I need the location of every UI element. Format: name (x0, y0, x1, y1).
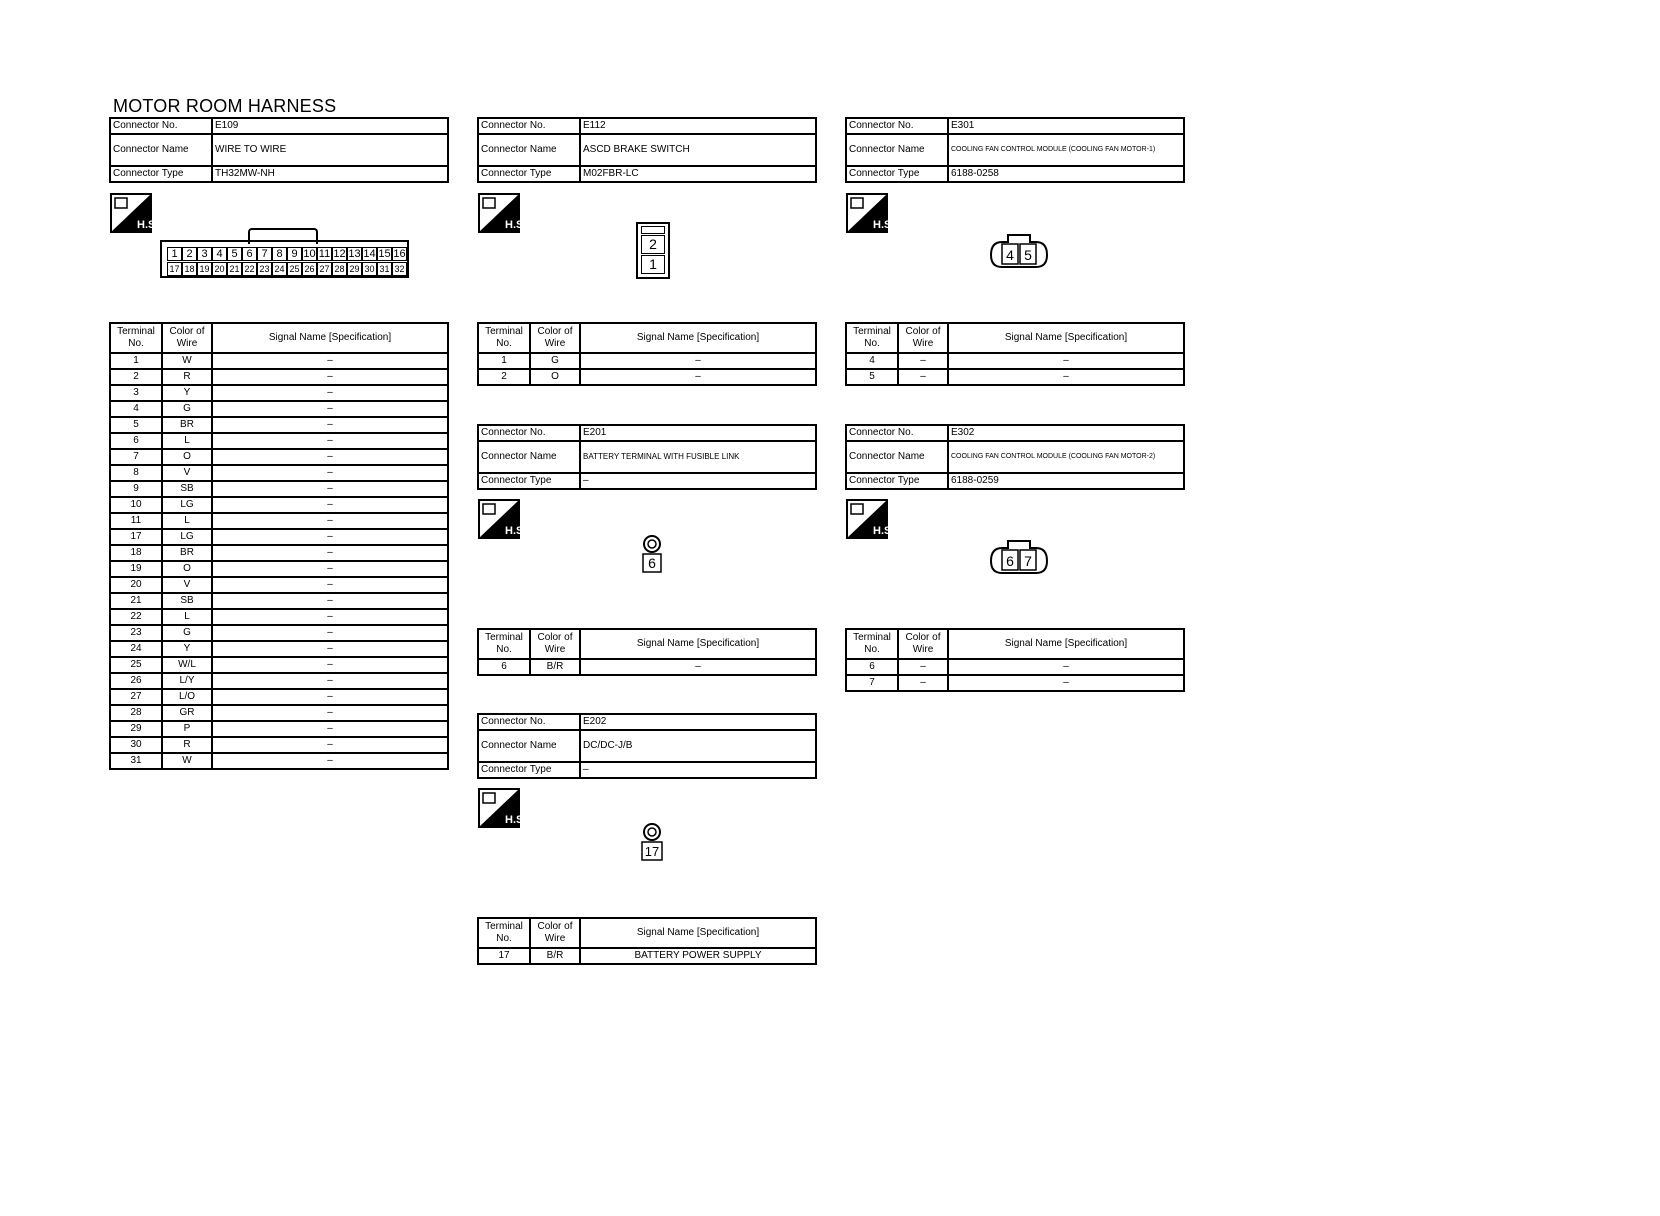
connector-pin: 3 (197, 247, 212, 261)
connector-name-value: BATTERY TERMINAL WITH FUSIBLE LINK (580, 441, 816, 473)
color-header: Color of Wire (898, 323, 948, 353)
terminal-no-header: Terminal No. (110, 323, 162, 353)
connector-type-label: Connector Type (846, 473, 948, 489)
connector-type-value: 6188-0258 (948, 166, 1184, 182)
connector-pin: 14 (363, 248, 376, 260)
signal-header: Signal Name [Specification] (948, 323, 1184, 353)
connector-face-e112 (636, 222, 670, 279)
signal-name-cell: – (212, 561, 448, 577)
table-row (110, 609, 448, 625)
connector-no-label: Connector No. (846, 118, 948, 134)
terminal-no-cell: 26 (110, 673, 162, 689)
terminal-no-cell: 23 (110, 625, 162, 641)
connector-pin: 1 (167, 247, 182, 261)
connector-info-e109 (109, 117, 449, 183)
terminal-no-cell: 29 (110, 721, 162, 737)
signal-name-cell: – (580, 353, 816, 369)
signal-name-cell: – (212, 465, 448, 481)
connector-type-label: Connector Type (478, 166, 580, 182)
hs-label: H.S. (505, 219, 527, 231)
eyelet-terminal-e202 (638, 822, 666, 862)
signal-name-cell: – (948, 659, 1184, 675)
terminal-no-cell: 8 (110, 465, 162, 481)
wire-color-cell: O (162, 561, 212, 577)
connector-name-label: Connector Name (110, 134, 212, 166)
terminal-no-cell: 6 (110, 433, 162, 449)
connector-no-value: E302 (948, 425, 1184, 441)
signal-name-cell: – (212, 721, 448, 737)
connector-name-label: Connector Name (846, 134, 948, 166)
connector-pin: 8 (272, 247, 287, 261)
pin-6: 6 (648, 555, 656, 571)
wire-color-cell: W/L (162, 657, 212, 673)
pin-7: 7 (1024, 553, 1032, 569)
connector-type-value: M02FBR-LC (580, 166, 816, 182)
terminal-table-e302 (845, 628, 1185, 692)
connector-pin: 16 (393, 248, 406, 260)
connector-pin: 9 (287, 247, 302, 261)
connector-pin: 5 (227, 247, 242, 261)
harness-side-icon (846, 193, 895, 233)
terminal-no-cell: 6 (478, 659, 530, 675)
signal-header: Signal Name [Specification] (580, 629, 816, 659)
table-row (110, 433, 448, 449)
terminal-no-cell: 11 (110, 513, 162, 529)
connector-type-value: – (580, 762, 816, 778)
connector-no-value: E112 (580, 118, 816, 134)
connector-pin: 20 (212, 262, 227, 276)
pin-1: 1 (641, 255, 665, 274)
connector-pin: 25 (287, 262, 302, 276)
wire-color-cell: W (162, 353, 212, 369)
table-row (110, 545, 448, 561)
pin-2: 2 (641, 235, 665, 254)
harness-side-icon (110, 193, 159, 233)
wire-color-cell: P (162, 721, 212, 737)
connector-pin: 7 (257, 247, 272, 261)
terminal-no-header: Terminal No. (478, 918, 530, 948)
wire-color-cell: GR (162, 705, 212, 721)
color-header: Color of Wire (898, 629, 948, 659)
connector-pin: 28 (332, 262, 347, 276)
wire-color-cell: V (162, 465, 212, 481)
connector-type-value: TH32MW-NH (212, 166, 448, 182)
terminal-no-cell: 28 (110, 705, 162, 721)
color-header: Color of Wire (530, 323, 580, 353)
connector-pin: 12 (333, 248, 346, 260)
color-header: Color of Wire (530, 918, 580, 948)
wire-color-cell: R (162, 737, 212, 753)
signal-header: Signal Name [Specification] (212, 323, 448, 353)
signal-name-cell: – (212, 353, 448, 369)
terminal-no-cell: 6 (846, 659, 898, 675)
connector-pin: 21 (227, 262, 242, 276)
signal-name-cell: – (948, 353, 1184, 369)
table-row (846, 675, 1184, 691)
connector-pin: 17 (167, 262, 182, 276)
signal-name-cell: – (212, 609, 448, 625)
signal-name-cell: – (948, 675, 1184, 691)
terminal-no-cell: 27 (110, 689, 162, 705)
wire-color-cell: B/R (530, 659, 580, 675)
hs-label: H.S. (873, 525, 895, 537)
terminal-no-cell: 31 (110, 753, 162, 769)
table-row (110, 529, 448, 545)
table-row (110, 353, 448, 369)
wire-color-cell: W (162, 753, 212, 769)
terminal-no-cell: 17 (110, 529, 162, 545)
signal-name-cell: – (212, 753, 448, 769)
wire-color-cell: L/Y (162, 673, 212, 689)
table-row (110, 481, 448, 497)
wire-color-cell: – (898, 675, 948, 691)
pin-5: 5 (1024, 247, 1032, 263)
table-row (110, 465, 448, 481)
connector-name-value: ASCD BRAKE SWITCH (580, 134, 816, 166)
connector-no-value: E301 (948, 118, 1184, 134)
connector-info-e301 (845, 117, 1185, 183)
terminal-no-cell: 17 (478, 948, 530, 964)
table-row (478, 353, 816, 369)
connector-info-e302 (845, 424, 1185, 490)
signal-name-cell: – (212, 705, 448, 721)
terminal-no-cell: 9 (110, 481, 162, 497)
wire-color-cell: Y (162, 641, 212, 657)
terminal-no-cell: 4 (846, 353, 898, 369)
wire-color-cell: LG (162, 497, 212, 513)
connector-name-value: WIRE TO WIRE (212, 134, 448, 166)
terminal-no-cell: 1 (478, 353, 530, 369)
hs-label: H.S. (873, 219, 895, 231)
color-header: Color of Wire (530, 629, 580, 659)
table-row (110, 513, 448, 529)
connector-pin: 26 (302, 262, 317, 276)
table-row (110, 401, 448, 417)
terminal-no-cell: 5 (846, 369, 898, 385)
connector-no-value: E202 (580, 714, 816, 730)
connector-pin: 31 (377, 262, 392, 276)
signal-name-cell: – (212, 529, 448, 545)
table-row (110, 577, 448, 593)
signal-name-cell: – (948, 369, 1184, 385)
hs-label: H.S. (137, 219, 159, 231)
connector-pin: 32 (392, 262, 407, 276)
terminal-table-e112 (477, 322, 817, 386)
terminal-no-header: Terminal No. (846, 629, 898, 659)
wire-color-cell: G (162, 401, 212, 417)
signal-header: Signal Name [Specification] (580, 918, 816, 948)
connector-name-label: Connector Name (846, 441, 948, 473)
terminal-no-cell: 18 (110, 545, 162, 561)
connector-pin: 13 (348, 248, 361, 260)
connector-no-value: E201 (580, 425, 816, 441)
signal-header: Signal Name [Specification] (948, 629, 1184, 659)
wire-color-cell: V (162, 577, 212, 593)
wire-color-cell: BR (162, 417, 212, 433)
terminal-no-cell: 1 (110, 353, 162, 369)
harness-side-icon (478, 499, 527, 539)
terminal-no-cell: 30 (110, 737, 162, 753)
wire-color-cell: – (898, 369, 948, 385)
connector-info-e112 (477, 117, 817, 183)
wire-color-cell: L (162, 513, 212, 529)
wire-color-cell: G (162, 625, 212, 641)
table-row (110, 369, 448, 385)
page-title: MOTOR ROOM HARNESS (113, 96, 337, 116)
connector-name-value: COOLING FAN CONTROL MODULE (COOLING FAN MOTOR-1) (948, 134, 1184, 166)
wire-color-cell: – (898, 659, 948, 675)
connector-pin: 23 (257, 262, 272, 276)
signal-name-cell: – (212, 481, 448, 497)
signal-name-cell: – (212, 657, 448, 673)
wire-color-cell: L (162, 609, 212, 625)
connector-pin: 24 (272, 262, 287, 276)
table-row (478, 948, 816, 964)
wire-color-cell: SB (162, 593, 212, 609)
connector-type-label: Connector Type (478, 762, 580, 778)
hs-label: H.S. (505, 525, 527, 537)
connector-pin: 10 (303, 248, 316, 260)
terminal-no-cell: 7 (846, 675, 898, 691)
signal-name-cell: – (212, 689, 448, 705)
wire-color-cell: Y (162, 385, 212, 401)
table-row (846, 369, 1184, 385)
connector-type-value: – (580, 473, 816, 489)
table-row (110, 449, 448, 465)
signal-name-cell: – (580, 659, 816, 675)
terminal-no-cell: 20 (110, 577, 162, 593)
connector-pin: 11 (318, 248, 331, 260)
wire-color-cell: LG (162, 529, 212, 545)
wire-color-cell: R (162, 369, 212, 385)
connector-pin: 19 (197, 262, 212, 276)
terminal-no-header: Terminal No. (478, 323, 530, 353)
terminal-table-e201 (477, 628, 817, 676)
terminal-no-cell: 10 (110, 497, 162, 513)
table-row (478, 369, 816, 385)
table-row (110, 593, 448, 609)
signal-name-cell: – (212, 577, 448, 593)
connector-pin: 30 (362, 262, 377, 276)
eyelet-terminal-e201 (638, 534, 666, 574)
connector-pin: 15 (378, 248, 391, 260)
connector-type-value: 6188-0259 (948, 473, 1184, 489)
harness-side-icon (478, 193, 527, 233)
terminal-no-cell: 19 (110, 561, 162, 577)
connector-no-value: E109 (212, 118, 448, 134)
table-row (110, 689, 448, 705)
signal-header: Signal Name [Specification] (580, 323, 816, 353)
signal-name-cell: – (212, 593, 448, 609)
connector-face-e302 (988, 538, 1050, 576)
wire-color-cell: L (162, 433, 212, 449)
wire-color-cell: L/O (162, 689, 212, 705)
table-row (110, 753, 448, 769)
signal-name-cell: – (212, 641, 448, 657)
table-row (110, 657, 448, 673)
connector-no-label: Connector No. (110, 118, 212, 134)
connector-type-label: Connector Type (110, 166, 212, 182)
pin-4: 4 (1006, 247, 1014, 263)
terminal-table-e202 (477, 917, 817, 965)
table-row (110, 497, 448, 513)
terminal-no-header: Terminal No. (478, 629, 530, 659)
signal-name-cell: – (212, 385, 448, 401)
connector-info-e202 (477, 713, 817, 779)
connector-pin: 18 (182, 262, 197, 276)
connector-pin: 27 (317, 262, 332, 276)
harness-side-icon (478, 788, 527, 828)
color-header: Color of Wire (162, 323, 212, 353)
harness-side-icon (846, 499, 895, 539)
terminal-no-cell: 2 (110, 369, 162, 385)
table-row (110, 561, 448, 577)
signal-name-cell: BATTERY POWER SUPPLY (580, 948, 816, 964)
connector-no-label: Connector No. (846, 425, 948, 441)
wire-color-cell: SB (162, 481, 212, 497)
connector-type-label: Connector Type (846, 166, 948, 182)
signal-name-cell: – (212, 433, 448, 449)
hs-label: H.S. (505, 814, 527, 826)
signal-name-cell: – (212, 497, 448, 513)
connector-pin: 4 (212, 247, 227, 261)
connector-pin: 6 (242, 247, 257, 261)
table-row (478, 659, 816, 675)
connector-type-label: Connector Type (478, 473, 580, 489)
connector-name-label: Connector Name (478, 441, 580, 473)
signal-name-cell: – (212, 449, 448, 465)
table-row (110, 737, 448, 753)
table-row (110, 641, 448, 657)
signal-name-cell: – (212, 369, 448, 385)
connector-no-label: Connector No. (478, 425, 580, 441)
connector-name-value: DC/DC-J/B (580, 730, 816, 762)
terminal-no-cell: 25 (110, 657, 162, 673)
terminal-no-cell: 7 (110, 449, 162, 465)
signal-name-cell: – (212, 545, 448, 561)
connector-pin: 29 (347, 262, 362, 276)
table-row (110, 625, 448, 641)
table-row (110, 385, 448, 401)
terminal-table-e301 (845, 322, 1185, 386)
signal-name-cell: – (212, 625, 448, 641)
connector-pin: 2 (182, 247, 197, 261)
pin-6: 6 (1006, 553, 1014, 569)
connector-face-e109 (160, 240, 409, 278)
terminal-no-cell: 4 (110, 401, 162, 417)
wire-color-cell: B/R (530, 948, 580, 964)
signal-name-cell: – (212, 417, 448, 433)
table-row (110, 673, 448, 689)
terminal-no-cell: 2 (478, 369, 530, 385)
terminal-no-cell: 21 (110, 593, 162, 609)
connector-name-label: Connector Name (478, 730, 580, 762)
terminal-no-cell: 22 (110, 609, 162, 625)
wire-color-cell: BR (162, 545, 212, 561)
wire-color-cell: – (898, 353, 948, 369)
table-row (846, 353, 1184, 369)
connector-face-e301 (988, 232, 1050, 270)
table-row (110, 721, 448, 737)
terminal-no-cell: 3 (110, 385, 162, 401)
terminal-no-cell: 24 (110, 641, 162, 657)
connector-no-label: Connector No. (478, 714, 580, 730)
table-row (110, 705, 448, 721)
connector-name-label: Connector Name (478, 134, 580, 166)
terminal-no-header: Terminal No. (846, 323, 898, 353)
table-row (110, 417, 448, 433)
signal-name-cell: – (212, 401, 448, 417)
connector-info-e201 (477, 424, 817, 490)
signal-name-cell: – (212, 513, 448, 529)
pin-17: 17 (644, 844, 660, 859)
table-row (846, 659, 1184, 675)
terminal-no-cell: 5 (110, 417, 162, 433)
wire-color-cell: G (530, 353, 580, 369)
signal-name-cell: – (580, 369, 816, 385)
signal-name-cell: – (212, 673, 448, 689)
connector-name-value: COOLING FAN CONTROL MODULE (COOLING FAN MOTOR-2) (948, 441, 1184, 473)
terminal-table-e109 (109, 322, 449, 770)
wire-color-cell: O (530, 369, 580, 385)
connector-pin: 22 (242, 262, 257, 276)
connector-no-label: Connector No. (478, 118, 580, 134)
wire-color-cell: O (162, 449, 212, 465)
signal-name-cell: – (212, 737, 448, 753)
